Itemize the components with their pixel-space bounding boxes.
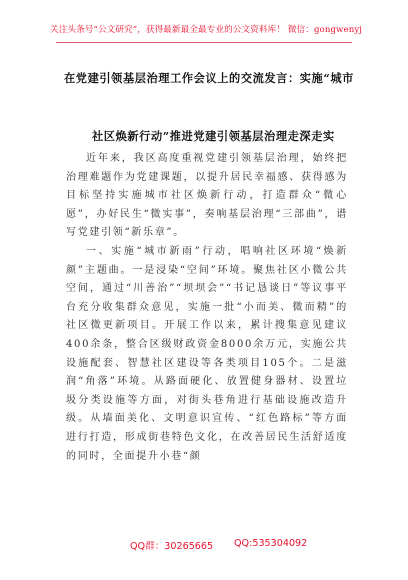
footer-qq-group: QQ群：30265665 bbox=[130, 541, 214, 552]
document-title-line-1: 在党建引领基层治理工作会议上的交流发言：实施“城市 bbox=[64, 71, 354, 85]
header-divider bbox=[56, 42, 352, 43]
footer-contact bbox=[0, 538, 408, 552]
document-body bbox=[66, 150, 348, 466]
footer-qq-number: QQ:535304092 bbox=[234, 538, 308, 549]
body-paragraph-intro: 近年来，我区高度重视党建引领基层治理，始终把治理难题作为党建课题，以提升居民幸福感、获得感为目标坚持实施城市社区焕新行动，打造群众“微心愿”，办好民生“微实事”，奏响基层治理“三部曲”，谱写党建引领“新乐章”。 bbox=[66, 153, 348, 239]
body-paragraph-section-1: 一、实施“城市新雨”行动，唱响社区环境“焕新颜”主题曲。一是浸染“空间”环境。聚焦社区小微公共空间，通过“川善治”“坝坝会”“书记恳谈日”等议事平台充分收集群众意见，实施一批“小而美、微而精”的社区微更新项目。开展工作以来，累计搜集意见建议400余条，整合区级财政资金8000余万元，实施公共设施配套、智慧社区建设等各类项目105个。二是滋润“角落”环境。从路面硬化、放置健身器材、设置垃圾分类设施等方面，对街头巷角进行基础设施改造升级。从墙面美化、文明意识宣传、“红色路标”等方面进行打造，形成街巷特色文化，在改善居民生活舒适度的同时，全面提升小巷“颜 bbox=[66, 245, 348, 462]
document-title-line-2: 社区焕新行动”推进党建引领基层治理走深走实 bbox=[92, 129, 335, 143]
header-banner: 关注头条号“公文研究”，获得最新最全最专业的公文资料库！ 微信：gongwenyj bbox=[50, 25, 363, 35]
